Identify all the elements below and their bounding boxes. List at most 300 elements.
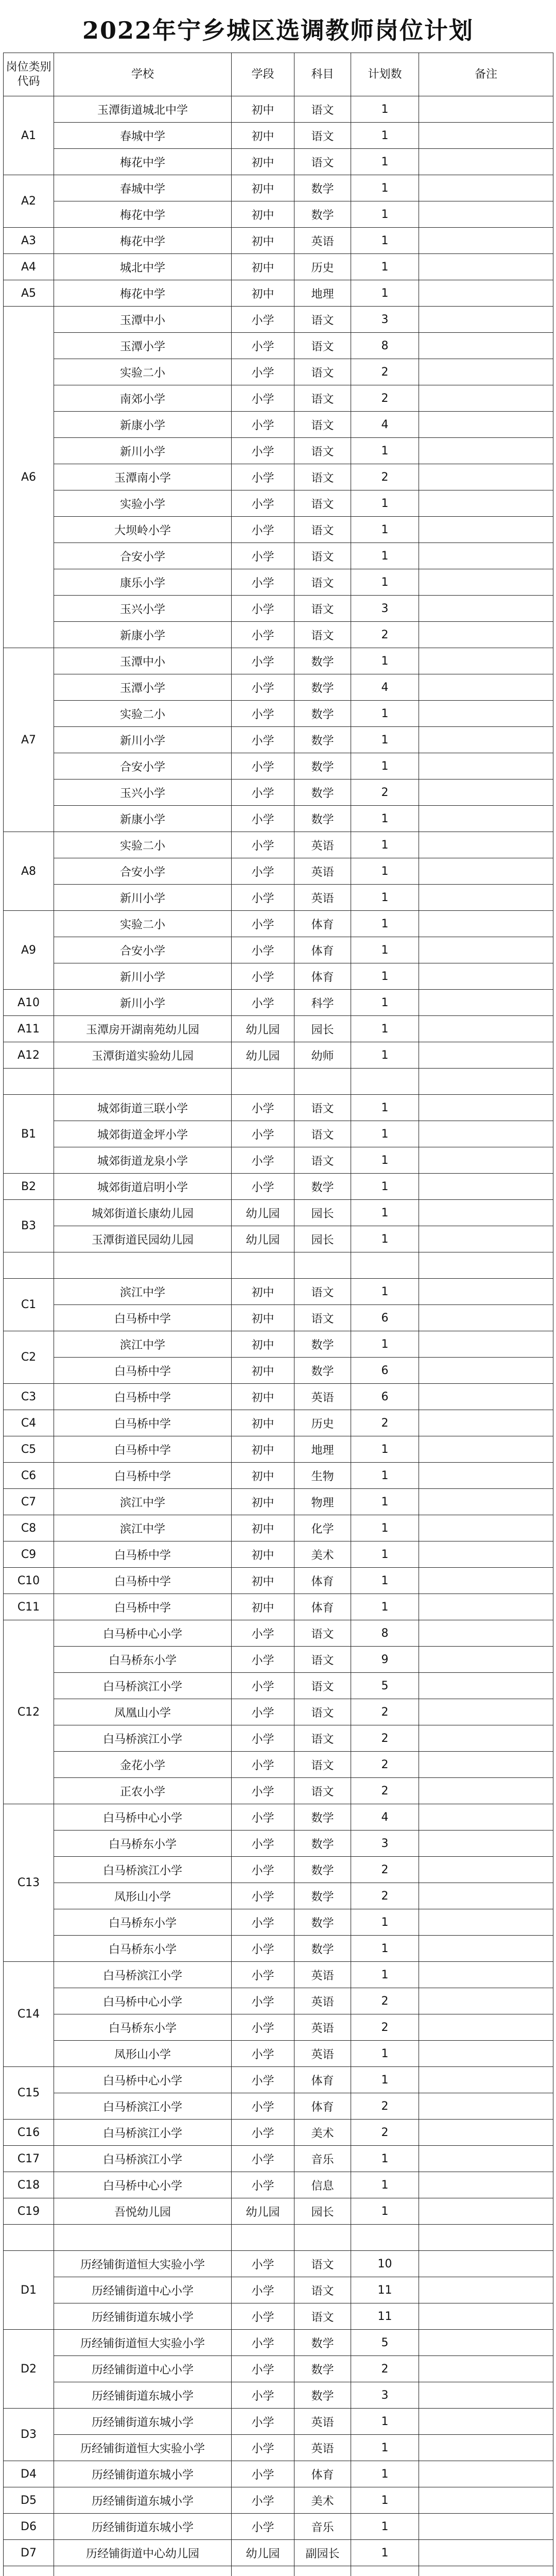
school-cell: 正农小学 — [54, 1778, 232, 1804]
school-cell: 玉潭街道实验幼儿园 — [54, 1042, 232, 1069]
level-cell: 初中 — [232, 1515, 294, 1541]
empty-cell — [294, 2225, 351, 2251]
level-cell: 初中 — [232, 1541, 294, 1568]
level-cell: 小学 — [232, 438, 294, 464]
subject-cell: 科学 — [294, 990, 351, 1016]
count-cell: 2 — [351, 2120, 419, 2146]
post-code-cell: D6 — [4, 2514, 54, 2540]
school-cell: 白马桥中学 — [54, 1436, 232, 1463]
subject-cell: 体育 — [294, 2461, 351, 2487]
level-cell: 小学 — [232, 2487, 294, 2514]
school-cell: 实验二小 — [54, 832, 232, 858]
subject-cell: 语文 — [294, 596, 351, 622]
table-row — [4, 2120, 553, 2146]
note-cell — [419, 464, 553, 490]
school-cell: 白马桥中学 — [54, 1568, 232, 1594]
school-cell: 白马桥中学 — [54, 1541, 232, 1568]
note-cell — [419, 201, 553, 228]
subject-cell: 体育 — [294, 911, 351, 937]
school-cell: 合安小学 — [54, 937, 232, 963]
post-code-cell: C2 — [4, 1331, 54, 1384]
level-cell: 初中 — [232, 1279, 294, 1305]
post-code-cell: A12 — [4, 1042, 54, 1069]
subject-cell: 数学 — [294, 175, 351, 201]
table-row — [4, 123, 553, 149]
note-cell — [419, 596, 553, 622]
subject-cell: 语文 — [294, 2303, 351, 2330]
level-cell: 小学 — [232, 2303, 294, 2330]
school-cell: 玉兴小学 — [54, 596, 232, 622]
count-cell: 3 — [351, 596, 419, 622]
subject-cell: 体育 — [294, 1568, 351, 1594]
school-cell: 梅花中学 — [54, 149, 232, 175]
level-cell: 小学 — [232, 2041, 294, 2067]
empty-cell — [232, 2225, 294, 2251]
table-row — [4, 806, 553, 832]
count-cell: 1 — [351, 832, 419, 858]
table-row — [4, 779, 553, 806]
subject-cell: 美术 — [294, 2487, 351, 2514]
count-cell: 1 — [351, 569, 419, 596]
count-cell: 9 — [351, 1647, 419, 1673]
school-cell: 白马桥滨江小学 — [54, 2146, 232, 2172]
count-cell: 1 — [351, 911, 419, 937]
school-cell: 历经铺街道东城小学 — [54, 2461, 232, 2487]
table-row — [4, 2172, 553, 2198]
table-row — [4, 228, 553, 254]
count-cell: 11 — [351, 2303, 419, 2330]
post-code-cell: C6 — [4, 1463, 54, 1489]
school-cell: 白马桥中学 — [54, 1384, 232, 1410]
note-cell — [419, 1147, 553, 1174]
count-cell: 2 — [351, 464, 419, 490]
empty-cell — [54, 1069, 232, 1095]
level-cell: 小学 — [232, 2146, 294, 2172]
level-cell: 小学 — [232, 1647, 294, 1673]
school-cell: 白马桥中心小学 — [54, 2172, 232, 2198]
empty-cell — [351, 1069, 419, 1095]
post-code-cell: C19 — [4, 2198, 54, 2225]
school-cell: 白马桥中学 — [54, 1305, 232, 1331]
table-row — [4, 1042, 553, 1069]
level-cell: 小学 — [232, 2067, 294, 2093]
school-cell: 白马桥滨江小学 — [54, 2093, 232, 2120]
note-cell — [419, 2330, 553, 2356]
table-row — [4, 1857, 553, 1883]
count-cell: 8 — [351, 1620, 419, 1647]
subject-cell: 音乐 — [294, 2146, 351, 2172]
school-cell: 历经铺街道东城小学 — [54, 2382, 232, 2409]
table-row — [4, 1095, 553, 1121]
subject-cell: 数学 — [294, 1174, 351, 1200]
empty-cell — [419, 2566, 553, 2576]
subject-cell: 语文 — [294, 622, 351, 648]
school-cell: 滨江中学 — [54, 1279, 232, 1305]
post-code-cell: D3 — [4, 2409, 54, 2461]
table-row — [4, 1568, 553, 1594]
count-cell: 8 — [351, 333, 419, 359]
subject-cell: 园长 — [294, 2198, 351, 2225]
table-row — [4, 858, 553, 885]
school-cell: 白马桥东小学 — [54, 1909, 232, 1936]
table-row — [4, 596, 553, 622]
post-code-cell: A11 — [4, 1016, 54, 1042]
count-cell: 11 — [351, 2277, 419, 2303]
count-cell: 1 — [351, 1936, 419, 1962]
count-cell: 1 — [351, 149, 419, 175]
note-cell — [419, 622, 553, 648]
table-row — [4, 254, 553, 280]
table-row — [4, 1384, 553, 1410]
level-cell: 小学 — [232, 490, 294, 517]
empty-cell — [294, 1069, 351, 1095]
level-cell: 小学 — [232, 1988, 294, 2014]
note-cell — [419, 2382, 553, 2409]
table-row — [4, 622, 553, 648]
school-cell: 春城中学 — [54, 175, 232, 201]
school-cell: 历经铺街道恒大实验小学 — [54, 2330, 232, 2356]
subject-cell: 园长 — [294, 1016, 351, 1042]
table-row — [4, 1620, 553, 1647]
count-cell: 1 — [351, 1909, 419, 1936]
post-code-cell: D1 — [4, 2251, 54, 2330]
school-cell: 城郊街道三联小学 — [54, 1095, 232, 1121]
level-cell: 小学 — [232, 1095, 294, 1121]
count-cell: 1 — [351, 1594, 419, 1620]
table-row — [4, 2330, 553, 2356]
subject-cell: 数学 — [294, 1804, 351, 1831]
school-cell: 城北中学 — [54, 254, 232, 280]
count-cell: 2 — [351, 1752, 419, 1778]
count-cell: 1 — [351, 1121, 419, 1147]
count-cell: 1 — [351, 201, 419, 228]
level-cell: 小学 — [232, 701, 294, 727]
table-row — [4, 1699, 553, 1725]
note-cell — [419, 1436, 553, 1463]
empty-cell — [351, 1252, 419, 1279]
post-code-cell: C11 — [4, 1594, 54, 1620]
count-cell: 4 — [351, 1804, 419, 1831]
subject-cell: 语文 — [294, 307, 351, 333]
note-cell — [419, 1410, 553, 1436]
subject-cell: 语文 — [294, 123, 351, 149]
count-cell: 1 — [351, 123, 419, 149]
empty-cell — [419, 1069, 553, 1095]
header-school: 学校 — [54, 53, 232, 96]
subject-cell: 数学 — [294, 806, 351, 832]
table-row — [4, 674, 553, 701]
subject-cell: 美术 — [294, 2120, 351, 2146]
level-cell: 小学 — [232, 858, 294, 885]
table-row — [4, 2093, 553, 2120]
school-cell: 玉潭中小 — [54, 648, 232, 674]
table-row — [4, 753, 553, 779]
note-cell — [419, 2014, 553, 2041]
note-cell — [419, 490, 553, 517]
level-cell: 小学 — [232, 648, 294, 674]
table-row — [4, 885, 553, 911]
level-cell: 小学 — [232, 622, 294, 648]
level-cell: 小学 — [232, 1673, 294, 1699]
school-cell: 白马桥中心小学 — [54, 1620, 232, 1647]
level-cell: 小学 — [232, 1831, 294, 1857]
table-row — [4, 569, 553, 596]
table-row — [4, 2382, 553, 2409]
subject-cell: 地理 — [294, 280, 351, 307]
level-cell: 初中 — [232, 228, 294, 254]
level-cell: 初中 — [232, 1594, 294, 1620]
table-row — [4, 1752, 553, 1778]
table-row — [4, 2041, 553, 2067]
note-cell — [419, 1752, 553, 1778]
table-row — [4, 2487, 553, 2514]
count-cell: 6 — [351, 1384, 419, 1410]
page-title: 2022年宁乡城区选调教师岗位计划 — [82, 16, 474, 44]
school-cell: 玉潭街道民园幼儿园 — [54, 1226, 232, 1252]
table-row — [4, 2514, 553, 2540]
note-cell — [419, 1489, 553, 1515]
subject-cell: 数学 — [294, 1936, 351, 1962]
count-cell: 1 — [351, 858, 419, 885]
table-row — [4, 1489, 553, 1515]
level-cell: 初中 — [232, 1436, 294, 1463]
level-cell: 小学 — [232, 1778, 294, 1804]
separator-row — [4, 2225, 553, 2251]
count-cell: 1 — [351, 2041, 419, 2067]
note-cell — [419, 1305, 553, 1331]
school-cell: 新康小学 — [54, 806, 232, 832]
level-cell: 初中 — [232, 1463, 294, 1489]
note-cell — [419, 674, 553, 701]
level-cell: 小学 — [232, 596, 294, 622]
subject-cell: 英语 — [294, 2041, 351, 2067]
count-cell: 1 — [351, 1568, 419, 1594]
subject-cell: 地理 — [294, 1436, 351, 1463]
school-cell: 历经铺街道东城小学 — [54, 2514, 232, 2540]
subject-cell: 语文 — [294, 359, 351, 385]
count-cell: 1 — [351, 1042, 419, 1069]
school-cell: 滨江中学 — [54, 1489, 232, 1515]
note-cell — [419, 2251, 553, 2277]
level-cell: 初中 — [232, 1489, 294, 1515]
table-row — [4, 963, 553, 990]
subject-cell: 英语 — [294, 2435, 351, 2461]
table-row — [4, 832, 553, 858]
count-cell: 2 — [351, 1410, 419, 1436]
note-cell — [419, 1121, 553, 1147]
school-cell: 历经铺街道中心小学 — [54, 2277, 232, 2303]
table-row — [4, 701, 553, 727]
level-cell: 初中 — [232, 201, 294, 228]
note-cell — [419, 2172, 553, 2198]
subject-cell: 生物 — [294, 1463, 351, 1489]
subject-cell: 数学 — [294, 701, 351, 727]
separator-row — [4, 1252, 553, 1279]
table-row — [4, 2461, 553, 2487]
header-level: 学段 — [232, 53, 294, 96]
empty-cell — [419, 2225, 553, 2251]
level-cell: 小学 — [232, 674, 294, 701]
post-code-cell: C17 — [4, 2146, 54, 2172]
subject-cell: 数学 — [294, 1883, 351, 1909]
count-cell: 1 — [351, 2487, 419, 2514]
table-body — [4, 96, 553, 2576]
level-cell: 小学 — [232, 1857, 294, 1883]
table-row — [4, 1673, 553, 1699]
school-cell: 白马桥东小学 — [54, 1831, 232, 1857]
count-cell: 4 — [351, 674, 419, 701]
count-cell: 2 — [351, 1883, 419, 1909]
note-cell — [419, 937, 553, 963]
note-cell — [419, 2041, 553, 2067]
note-cell — [419, 701, 553, 727]
subject-cell: 体育 — [294, 2093, 351, 2120]
count-cell: 1 — [351, 438, 419, 464]
post-code-cell: C16 — [4, 2120, 54, 2146]
table-row — [4, 412, 553, 438]
count-cell: 2 — [351, 385, 419, 412]
table-row — [4, 1147, 553, 1174]
note-cell — [419, 2540, 553, 2566]
post-code-cell: C15 — [4, 2067, 54, 2120]
note-cell — [419, 385, 553, 412]
note-cell — [419, 1673, 553, 1699]
note-cell — [419, 1804, 553, 1831]
level-cell: 小学 — [232, 753, 294, 779]
subject-cell: 园长 — [294, 1200, 351, 1226]
level-cell: 小学 — [232, 1909, 294, 1936]
note-cell — [419, 307, 553, 333]
note-cell — [419, 1647, 553, 1673]
count-cell: 1 — [351, 490, 419, 517]
note-cell — [419, 1095, 553, 1121]
school-cell: 白马桥滨江小学 — [54, 1673, 232, 1699]
level-cell: 小学 — [232, 464, 294, 490]
subject-cell: 语文 — [294, 1647, 351, 1673]
level-cell: 小学 — [232, 2277, 294, 2303]
school-cell: 玉潭街道城北中学 — [54, 96, 232, 123]
note-cell — [419, 123, 553, 149]
post-code-cell: C7 — [4, 1489, 54, 1515]
note-cell — [419, 1226, 553, 1252]
count-cell: 6 — [351, 1305, 419, 1331]
count-cell: 1 — [351, 228, 419, 254]
table-row — [4, 2277, 553, 2303]
subject-cell: 语文 — [294, 517, 351, 543]
note-cell — [419, 2356, 553, 2382]
empty-cell — [232, 2566, 294, 2576]
level-cell: 小学 — [232, 1883, 294, 1909]
empty-cell — [54, 2566, 232, 2576]
note-cell — [419, 1936, 553, 1962]
note-cell — [419, 911, 553, 937]
post-code-cell: B1 — [4, 1095, 54, 1174]
table-row — [4, 1594, 553, 1620]
post-code-cell: D5 — [4, 2487, 54, 2514]
note-cell — [419, 806, 553, 832]
subject-cell: 幼师 — [294, 1042, 351, 1069]
subject-cell: 语文 — [294, 96, 351, 123]
post-code-cell: B2 — [4, 1174, 54, 1200]
subject-cell: 体育 — [294, 1594, 351, 1620]
table-row — [4, 307, 553, 333]
school-cell: 康乐小学 — [54, 569, 232, 596]
school-cell: 白马桥中心小学 — [54, 2067, 232, 2093]
note-cell — [419, 1778, 553, 1804]
table-row — [4, 490, 553, 517]
count-cell: 2 — [351, 2356, 419, 2382]
note-cell — [419, 1384, 553, 1410]
level-cell: 幼儿园 — [232, 1016, 294, 1042]
table-row — [4, 1463, 553, 1489]
count-cell: 1 — [351, 2067, 419, 2093]
count-cell: 2 — [351, 359, 419, 385]
school-cell: 春城中学 — [54, 123, 232, 149]
header-count: 计划数 — [351, 53, 419, 96]
post-code-cell: A3 — [4, 228, 54, 254]
table-row — [4, 280, 553, 307]
note-cell — [419, 517, 553, 543]
level-cell: 小学 — [232, 832, 294, 858]
table-row — [4, 359, 553, 385]
note-cell — [419, 1541, 553, 1568]
level-cell: 幼儿园 — [232, 1226, 294, 1252]
subject-cell: 数学 — [294, 2356, 351, 2382]
table-row — [4, 385, 553, 412]
level-cell: 初中 — [232, 1384, 294, 1410]
school-cell: 白马桥东小学 — [54, 2014, 232, 2041]
level-cell: 小学 — [232, 963, 294, 990]
subject-cell: 数学 — [294, 1857, 351, 1883]
school-cell: 实验二小 — [54, 911, 232, 937]
school-cell: 新川小学 — [54, 963, 232, 990]
level-cell: 小学 — [232, 2172, 294, 2198]
post-code-cell: A10 — [4, 990, 54, 1016]
note-cell — [419, 1279, 553, 1305]
level-cell: 小学 — [232, 990, 294, 1016]
header-subject: 科目 — [294, 53, 351, 96]
table-row — [4, 1410, 553, 1436]
school-cell: 新川小学 — [54, 438, 232, 464]
table-row — [4, 517, 553, 543]
note-cell — [419, 2120, 553, 2146]
note-cell — [419, 1358, 553, 1384]
level-cell: 小学 — [232, 1620, 294, 1647]
note-cell — [419, 175, 553, 201]
level-cell: 初中 — [232, 1305, 294, 1331]
count-cell: 1 — [351, 1515, 419, 1541]
table-row — [4, 543, 553, 569]
level-cell: 小学 — [232, 1699, 294, 1725]
empty-cell — [54, 1252, 232, 1279]
subject-cell: 英语 — [294, 1962, 351, 1988]
subject-cell: 语文 — [294, 438, 351, 464]
note-cell — [419, 990, 553, 1016]
count-cell: 1 — [351, 1095, 419, 1121]
note-cell — [419, 569, 553, 596]
subject-cell: 历史 — [294, 254, 351, 280]
school-cell: 城郊街道启明小学 — [54, 1174, 232, 1200]
subject-cell: 数学 — [294, 727, 351, 753]
note-cell — [419, 280, 553, 307]
level-cell: 小学 — [232, 1725, 294, 1752]
table-row — [4, 149, 553, 175]
table-row — [4, 727, 553, 753]
subject-cell: 副园长 — [294, 2540, 351, 2566]
subject-cell: 美术 — [294, 1541, 351, 1568]
subject-cell: 数学 — [294, 1909, 351, 1936]
level-cell: 幼儿园 — [232, 2540, 294, 2566]
